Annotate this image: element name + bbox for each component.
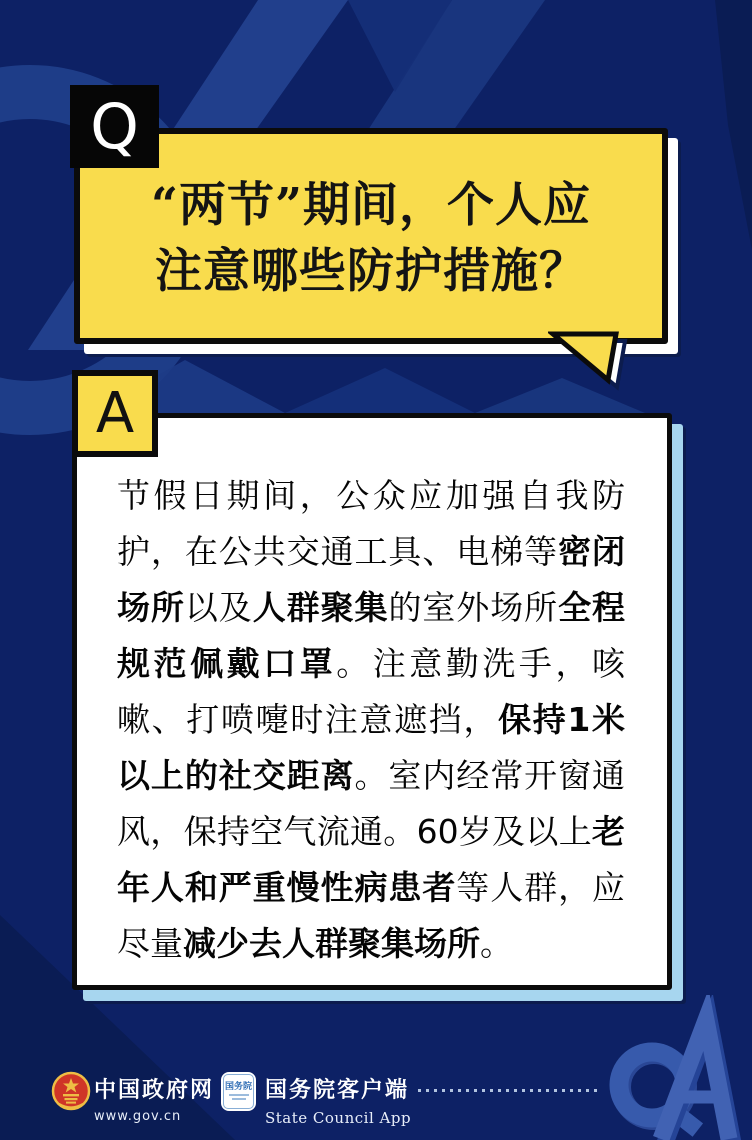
- answer-bold-segment: 老年人和严重慢性病患者: [117, 812, 625, 907]
- speech-bubble-tail: [548, 330, 648, 400]
- gov-site-block: [94, 1073, 214, 1124]
- app-block: [265, 1073, 411, 1127]
- footer: [0, 1040, 752, 1140]
- app-icon-decoration-line: [229, 1094, 249, 1096]
- q-badge: [70, 85, 159, 168]
- app-subtitle: State Council App: [265, 1109, 412, 1127]
- answer-segment: 。注意勤洗手，咳嗽、打喷嚏时注意遮挡，: [117, 644, 626, 739]
- state-council-app-icon: [221, 1072, 256, 1111]
- dotted-separator: [418, 1089, 602, 1092]
- app-name: 国务院客户端: [265, 1078, 410, 1103]
- app-icon-label: 国务院: [224, 1082, 252, 1092]
- answer-segment: 。室内经常开窗通风，保持空气流通。60岁及以上: [117, 756, 626, 851]
- qa-logo-icon: [598, 995, 752, 1140]
- a-letter: A: [95, 380, 135, 446]
- app-icon-decoration-line: [232, 1098, 246, 1100]
- answer-bold-segment: 全程规范佩戴口罩: [117, 588, 626, 683]
- answer-box: [72, 413, 672, 990]
- answer-text: [77, 418, 667, 972]
- gov-site-name: 中国政府网: [94, 1078, 215, 1103]
- answer-segment: 节假日期间，公众应加强自我防护，在公共交通工具、电梯等: [117, 476, 625, 571]
- answer-bold-segment: 保持1米以上的社交距离: [117, 700, 626, 795]
- national-emblem-icon: [51, 1071, 91, 1113]
- q-letter: Q: [90, 89, 139, 163]
- question-line-2: 注意哪些防护措施？: [155, 244, 587, 299]
- answer-segment: 的室外场所: [388, 588, 559, 627]
- a-badge: [72, 370, 158, 457]
- question-line-1: “两节”期间，个人应: [150, 178, 592, 233]
- answer-bold-segment: 密闭场所: [117, 532, 626, 627]
- gov-site-url: www.gov.cn: [94, 1109, 182, 1124]
- answer-segment: 以及: [184, 588, 253, 627]
- app-icon-inner: [223, 1074, 254, 1109]
- answer-segment: 等人群，应尽量: [117, 868, 626, 963]
- answer-segment: 。: [480, 924, 513, 963]
- answer-bold-segment: 减少去人群聚集场所: [183, 924, 480, 963]
- answer-bold-segment: 人群聚集: [252, 588, 389, 627]
- question-bubble: [74, 128, 668, 344]
